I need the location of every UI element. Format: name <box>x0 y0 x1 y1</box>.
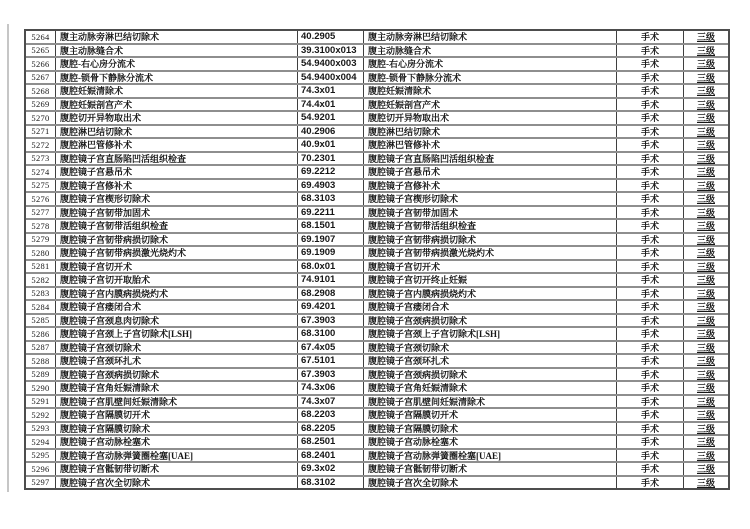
procedure-code-cell: 69.3x02 <box>297 463 363 475</box>
table-row <box>26 205 728 219</box>
procedure-name-cell: 腹腔淋巴结切除术 <box>55 126 297 138</box>
table-row <box>26 461 728 475</box>
level-text: 三级 <box>696 113 715 124</box>
row-number-cell: 5286 <box>31 328 50 339</box>
category-cell: 手术 <box>616 126 683 138</box>
table-row <box>26 218 728 232</box>
level-cell <box>683 193 728 205</box>
procedure-code-cell: 68.2908 <box>297 288 363 300</box>
procedure-code-cell: 54.9201 <box>297 112 363 124</box>
table-row <box>26 83 728 97</box>
procedure-name-right-cell: 腹腔镜子宫瘘闭合术 <box>363 301 616 313</box>
row-number-cell: 5297 <box>31 477 50 488</box>
level-cell <box>683 126 728 138</box>
category-cell: 手术 <box>616 409 683 421</box>
procedure-name-cell: 腹腔镜子宫肌壁间妊娠清除术 <box>55 396 297 408</box>
procedure-name-right-cell: 腹腔镜子宫颈环扎术 <box>363 355 616 367</box>
level-text: 三级 <box>696 140 715 151</box>
procedure-name-right-cell: 腹腔-右心房分流术 <box>363 58 616 70</box>
row-number-cell: 5279 <box>31 234 50 245</box>
category-cell: 手术 <box>616 463 683 475</box>
category-cell: 手术 <box>616 396 683 408</box>
row-number-cell: 5269 <box>31 99 50 110</box>
level-cell <box>683 261 728 273</box>
procedure-name-right-cell: 腹腔镜子宫颈病损切除术 <box>363 369 616 381</box>
category-cell: 手术 <box>616 355 683 367</box>
category-cell: 手术 <box>616 342 683 354</box>
row-number-cell: 5295 <box>31 450 50 461</box>
procedure-name-right-cell: 腹腔镜子宫直肠陷凹活组织检查 <box>363 153 616 165</box>
table-row <box>26 97 728 111</box>
table-row <box>26 407 728 421</box>
level-cell <box>683 328 728 340</box>
category-cell: 手术 <box>616 234 683 246</box>
row-number-cell: 5274 <box>31 166 50 177</box>
row-number-cell: 5287 <box>31 342 50 353</box>
procedure-name-cell: 腹腔镜子宫动脉栓塞术 <box>55 436 297 448</box>
category-cell: 手术 <box>616 301 683 313</box>
level-text: 三级 <box>696 437 715 448</box>
procedure-name-cell: 腹腔镜子宫切开术 <box>55 261 297 273</box>
level-cell <box>683 166 728 178</box>
procedure-code-cell: 68.2203 <box>297 409 363 421</box>
row-number-cell: 5272 <box>31 139 50 150</box>
procedure-name-right-cell: 腹腔镜子宫角妊娠清除术 <box>363 382 616 394</box>
procedure-name-cell: 腹腔镜子宫颈病损切除术 <box>55 369 297 381</box>
procedure-code-cell: 54.9400x004 <box>297 72 363 84</box>
level-cell <box>683 382 728 394</box>
procedure-name-right-cell: 腹腔妊娠清除术 <box>363 85 616 97</box>
level-cell <box>683 139 728 151</box>
category-cell: 手术 <box>616 180 683 192</box>
row-number-cell: 5280 <box>31 247 50 258</box>
procedure-name-cell: 腹腔淋巴管修补术 <box>55 139 297 151</box>
procedure-name-cell: 腹腔镜子宫颈环扎术 <box>55 355 297 367</box>
procedure-name-cell: 腹腔镜子宫悬吊术 <box>55 166 297 178</box>
procedure-code-cell: 67.5101 <box>297 355 363 367</box>
table-row <box>26 232 728 246</box>
level-text: 三级 <box>696 99 715 110</box>
table-row <box>26 70 728 84</box>
procedure-code-cell: 69.4903 <box>297 180 363 192</box>
level-cell <box>683 436 728 448</box>
procedure-code-cell: 74.3x01 <box>297 85 363 97</box>
level-text: 三级 <box>696 410 715 421</box>
table-row <box>26 56 728 70</box>
level-cell <box>683 288 728 300</box>
level-cell <box>683 369 728 381</box>
level-cell <box>683 342 728 354</box>
level-text: 三级 <box>696 261 715 272</box>
procedure-name-right-cell: 腹腔镜子宫次全切除术 <box>363 477 616 489</box>
level-cell <box>683 423 728 435</box>
category-cell: 手术 <box>616 382 683 394</box>
procedure-code-cell: 69.1909 <box>297 247 363 259</box>
level-text: 三级 <box>696 45 715 56</box>
table-row <box>26 353 728 367</box>
row-number-cell: 5293 <box>31 423 50 434</box>
row-number-cell: 5277 <box>31 207 50 218</box>
procedure-name-right-cell: 腹腔镜子宫骶韧带切断术 <box>363 463 616 475</box>
category-cell: 手术 <box>616 450 683 462</box>
level-text: 三级 <box>696 383 715 394</box>
table-row <box>26 421 728 435</box>
table-row <box>26 191 728 205</box>
procedure-name-cell: 腹腔镜子宫颈切除术 <box>55 342 297 354</box>
procedure-name-right-cell: 腹腔镜子宫颈切除术 <box>363 342 616 354</box>
table-row <box>26 245 728 259</box>
procedure-name-right-cell: 腹腔切开异物取出术 <box>363 112 616 124</box>
page-edge-line <box>7 24 9 492</box>
level-cell <box>683 153 728 165</box>
level-cell <box>683 301 728 313</box>
level-cell <box>683 234 728 246</box>
procedure-code-cell: 68.2205 <box>297 423 363 435</box>
level-cell <box>683 463 728 475</box>
row-number-cell: 5282 <box>31 274 50 285</box>
category-cell: 手术 <box>616 261 683 273</box>
level-text: 三级 <box>696 477 715 488</box>
procedure-code-cell: 39.3100x013 <box>297 45 363 57</box>
level-text: 三级 <box>696 464 715 475</box>
procedure-name-cell: 腹腔镜子宫角妊娠清除术 <box>55 382 297 394</box>
procedure-name-right-cell: 腹腔镜子宫韧带活组织检查 <box>363 220 616 232</box>
procedure-code-cell: 40.2906 <box>297 126 363 138</box>
category-cell: 手术 <box>616 153 683 165</box>
row-number-cell: 5294 <box>31 436 50 447</box>
level-text: 三级 <box>696 180 715 191</box>
row-number-cell: 5278 <box>31 220 50 231</box>
procedure-code-cell: 40.9x01 <box>297 139 363 151</box>
procedure-name-cell: 腹腔妊娠剖宫产术 <box>55 99 297 111</box>
table-row <box>26 448 728 462</box>
level-text: 三级 <box>696 369 715 380</box>
level-cell <box>683 220 728 232</box>
level-cell <box>683 477 728 489</box>
category-cell: 手术 <box>616 72 683 84</box>
procedure-code-cell: 68.3103 <box>297 193 363 205</box>
level-text: 三级 <box>696 396 715 407</box>
procedure-name-right-cell: 腹腔镜子宫颈病损切除术 <box>363 315 616 327</box>
level-text: 三级 <box>696 207 715 218</box>
table-row <box>26 380 728 394</box>
category-cell: 手术 <box>616 139 683 151</box>
level-cell <box>683 45 728 57</box>
level-text: 三级 <box>696 275 715 286</box>
table-row <box>26 137 728 151</box>
level-cell <box>683 207 728 219</box>
procedure-name-cell: 腹腔镜子宫隔膜切开术 <box>55 409 297 421</box>
level-cell <box>683 274 728 286</box>
level-text: 三级 <box>696 194 715 205</box>
row-number-cell: 5273 <box>31 153 50 164</box>
level-text: 三级 <box>696 32 715 43</box>
level-cell <box>683 31 728 43</box>
procedure-code-cell: 54.9400x003 <box>297 58 363 70</box>
row-number-cell: 5271 <box>31 126 50 137</box>
row-number-cell: 5267 <box>31 72 50 83</box>
procedure-name-right-cell: 腹腔镜子宫肌壁间妊娠清除术 <box>363 396 616 408</box>
table-row <box>26 394 728 408</box>
procedure-name-cell: 腹腔镜子宫韧带病损切除术 <box>55 234 297 246</box>
table-row <box>26 340 728 354</box>
procedure-name-cell: 腹腔镜子宫直肠陷凹活组织检查 <box>55 153 297 165</box>
row-number-cell: 5288 <box>31 355 50 366</box>
procedure-code-cell: 70.2301 <box>297 153 363 165</box>
row-number-cell: 5292 <box>31 409 50 420</box>
procedure-code-cell: 68.3102 <box>297 477 363 489</box>
category-cell: 手术 <box>616 288 683 300</box>
table-row <box>26 367 728 381</box>
procedure-name-right-cell: 腹腔镜子宫切开术 <box>363 261 616 273</box>
procedure-name-cell: 腹腔镜子宫韧带病损激光烧灼术 <box>55 247 297 259</box>
category-cell: 手术 <box>616 328 683 340</box>
row-number-cell: 5276 <box>31 193 50 204</box>
row-number-cell: 5264 <box>31 31 50 42</box>
category-cell: 手术 <box>616 99 683 111</box>
category-cell: 手术 <box>616 423 683 435</box>
category-cell: 手术 <box>616 193 683 205</box>
procedure-name-right-cell: 腹腔镜子宫内膜病损烧灼术 <box>363 288 616 300</box>
procedure-name-right-cell: 腹腔镜子宫修补术 <box>363 180 616 192</box>
procedure-name-cell: 腹腔切开异物取出术 <box>55 112 297 124</box>
table-row <box>26 151 728 165</box>
row-number-cell: 5283 <box>31 288 50 299</box>
level-text: 三级 <box>696 153 715 164</box>
table-row <box>26 178 728 192</box>
procedure-name-cell: 腹腔镜子宫颈上子宫切除术[LSH] <box>55 328 297 340</box>
procedure-name-right-cell: 腹腔-锁骨下静脉分流术 <box>363 72 616 84</box>
table-row <box>26 124 728 138</box>
procedure-name-right-cell: 腹腔镜子宫颈上子宫切除术[LSH] <box>363 328 616 340</box>
procedure-name-right-cell: 腹腔妊娠剖宫产术 <box>363 99 616 111</box>
procedure-code-cell: 74.3x07 <box>297 396 363 408</box>
procedure-name-right-cell: 腹腔镜子宫动脉弹簧圈栓塞[UAE] <box>363 450 616 462</box>
procedure-name-cell: 腹腔-右心房分流术 <box>55 58 297 70</box>
category-cell: 手术 <box>616 220 683 232</box>
procedure-name-cell: 腹腔-锁骨下静脉分流术 <box>55 72 297 84</box>
table-row <box>26 259 728 273</box>
level-text: 三级 <box>696 126 715 137</box>
table-row <box>26 326 728 340</box>
level-text: 三级 <box>696 302 715 313</box>
procedure-name-right-cell: 腹腔镜子宫楔形切除术 <box>363 193 616 205</box>
procedure-name-cell: 腹主动脉缝合术 <box>55 45 297 57</box>
row-number-cell: 5265 <box>31 45 50 56</box>
procedure-name-cell: 腹腔镜子宫瘘闭合术 <box>55 301 297 313</box>
level-cell <box>683 180 728 192</box>
level-text: 三级 <box>696 167 715 178</box>
level-text: 三级 <box>696 315 715 326</box>
procedure-code-cell: 68.3100 <box>297 328 363 340</box>
row-number-cell: 5275 <box>31 180 50 191</box>
procedure-code-cell: 67.4x05 <box>297 342 363 354</box>
level-text: 三级 <box>696 329 715 340</box>
level-text: 三级 <box>696 450 715 461</box>
level-text: 三级 <box>696 59 715 70</box>
category-cell: 手术 <box>616 274 683 286</box>
category-cell: 手术 <box>616 112 683 124</box>
table-row <box>26 164 728 178</box>
row-number-cell: 5296 <box>31 463 50 474</box>
procedure-name-right-cell: 腹腔镜子宫韧带加固术 <box>363 207 616 219</box>
table-row <box>26 286 728 300</box>
row-number-cell: 5289 <box>31 369 50 380</box>
level-cell <box>683 72 728 84</box>
procedure-code-cell: 74.9101 <box>297 274 363 286</box>
procedure-code-cell: 69.2211 <box>297 207 363 219</box>
level-text: 三级 <box>696 342 715 353</box>
procedure-name-cell: 腹腔镜子宫楔形切除术 <box>55 193 297 205</box>
procedure-code-table <box>24 29 730 490</box>
procedure-code-cell: 67.3903 <box>297 369 363 381</box>
procedure-code-cell: 69.2212 <box>297 166 363 178</box>
procedure-code-cell: 68.2501 <box>297 436 363 448</box>
procedure-name-right-cell: 腹腔淋巴结切除术 <box>363 126 616 138</box>
category-cell: 手术 <box>616 45 683 57</box>
category-cell: 手术 <box>616 85 683 97</box>
level-text: 三级 <box>696 234 715 245</box>
procedure-name-cell: 腹主动脉旁淋巴结切除术 <box>55 31 297 43</box>
row-number-cell: 5291 <box>31 396 50 407</box>
level-text: 三级 <box>696 288 715 299</box>
table-row <box>26 475 728 489</box>
table-row <box>26 272 728 286</box>
procedure-name-cell: 腹腔镜子宫动脉弹簧圈栓塞[UAE] <box>55 450 297 462</box>
procedure-code-cell: 69.4201 <box>297 301 363 313</box>
category-cell: 手术 <box>616 477 683 489</box>
row-number-cell: 5284 <box>31 301 50 312</box>
table-row <box>26 434 728 448</box>
procedure-name-right-cell: 腹腔镜子宫隔膜切开术 <box>363 409 616 421</box>
procedure-name-cell: 腹腔镜子宫内膜病损烧灼术 <box>55 288 297 300</box>
level-text: 三级 <box>696 423 715 434</box>
level-text: 三级 <box>696 86 715 97</box>
level-cell <box>683 396 728 408</box>
procedure-code-cell: 74.3x06 <box>297 382 363 394</box>
table-row <box>26 31 728 43</box>
procedure-code-cell: 74.4x01 <box>297 99 363 111</box>
procedure-code-cell: 67.3903 <box>297 315 363 327</box>
table-row <box>26 43 728 57</box>
procedure-name-right-cell: 腹腔镜子宫隔膜切除术 <box>363 423 616 435</box>
row-number-cell: 5290 <box>31 382 50 393</box>
procedure-code-cell: 40.2905 <box>297 31 363 43</box>
procedure-code-cell: 68.0x01 <box>297 261 363 273</box>
level-text: 三级 <box>696 248 715 259</box>
procedure-name-cell: 腹腔镜子宫韧带加固术 <box>55 207 297 219</box>
level-cell <box>683 355 728 367</box>
level-cell <box>683 247 728 259</box>
procedure-name-right-cell: 腹腔镜子宫悬吊术 <box>363 166 616 178</box>
procedure-name-cell: 腹腔镜子宫韧带活组织检查 <box>55 220 297 232</box>
category-cell: 手术 <box>616 31 683 43</box>
category-cell: 手术 <box>616 207 683 219</box>
procedure-name-right-cell: 腹腔镜子宫韧带病损切除术 <box>363 234 616 246</box>
procedure-name-right-cell: 腹腔淋巴管修补术 <box>363 139 616 151</box>
row-number-cell: 5281 <box>31 261 50 272</box>
table-row <box>26 110 728 124</box>
level-cell <box>683 99 728 111</box>
level-text: 三级 <box>696 72 715 83</box>
procedure-name-cell: 腹腔妊娠清除术 <box>55 85 297 97</box>
procedure-name-cell: 腹腔镜子宫骶韧带切断术 <box>55 463 297 475</box>
row-number-cell: 5285 <box>31 315 50 326</box>
row-number-cell: 5268 <box>31 85 50 96</box>
procedure-code-cell: 68.2401 <box>297 450 363 462</box>
procedure-code-cell: 69.1907 <box>297 234 363 246</box>
level-cell <box>683 58 728 70</box>
category-cell: 手术 <box>616 369 683 381</box>
table-row <box>26 313 728 327</box>
category-cell: 手术 <box>616 247 683 259</box>
level-text: 三级 <box>696 221 715 232</box>
procedure-name-cell: 腹腔镜子宫隔膜切除术 <box>55 423 297 435</box>
row-number-cell: 5266 <box>31 58 50 69</box>
category-cell: 手术 <box>616 58 683 70</box>
procedure-name-cell: 腹腔镜子宫切开取胎术 <box>55 274 297 286</box>
level-cell <box>683 112 728 124</box>
procedure-name-cell: 腹腔镜子宫颈息肉切除术 <box>55 315 297 327</box>
procedure-name-right-cell: 腹腔镜子宫切开终止妊娠 <box>363 274 616 286</box>
table-row <box>26 299 728 313</box>
row-number-cell: 5270 <box>31 112 50 123</box>
procedure-name-right-cell: 腹腔镜子宫韧带病损激光烧灼术 <box>363 247 616 259</box>
level-cell <box>683 85 728 97</box>
procedure-name-cell: 腹腔镜子宫次全切除术 <box>55 477 297 489</box>
procedure-name-right-cell: 腹主动脉旁淋巴结切除术 <box>363 31 616 43</box>
category-cell: 手术 <box>616 436 683 448</box>
level-cell <box>683 409 728 421</box>
procedure-name-cell: 腹腔镜子宫修补术 <box>55 180 297 192</box>
category-cell: 手术 <box>616 166 683 178</box>
procedure-code-cell: 68.1501 <box>297 220 363 232</box>
level-text: 三级 <box>696 356 715 367</box>
level-cell <box>683 315 728 327</box>
procedure-name-right-cell: 腹主动脉缝合术 <box>363 45 616 57</box>
level-cell <box>683 450 728 462</box>
category-cell: 手术 <box>616 315 683 327</box>
procedure-name-right-cell: 腹腔镜子宫动脉栓塞术 <box>363 436 616 448</box>
